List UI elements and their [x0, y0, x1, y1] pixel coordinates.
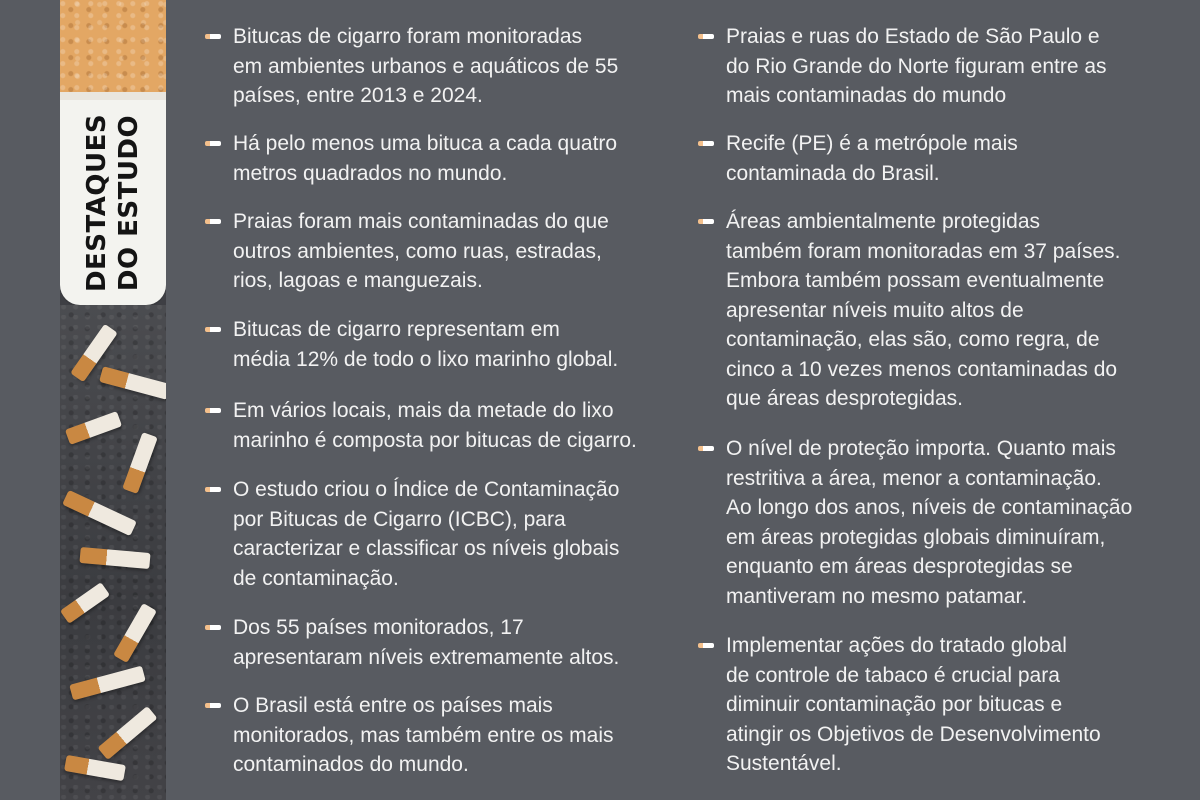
list-item-text: O nível de proteção importa. Quanto mais restritiva a área, menor a contaminação. Ao longo dos anos, níveis de contaminação em áreas protegidas globais diminuíram, enquanto em áreas desprotegidas se mantiveram no mesmo patamar.: [726, 437, 1133, 608]
list-item-text: Em vários locais, mais da metade do lixo marinho é composta por bitucas de cigarro.: [233, 399, 637, 452]
cigarette-butt-image: [65, 411, 122, 445]
sidebar-title-wrap: [60, 100, 166, 305]
cigarette-bullet-icon: [205, 327, 221, 332]
cigarette-filter-graphic: [60, 0, 166, 92]
sidebar-title-line1: DESTAQUES: [82, 113, 113, 292]
cigarette-butt-image: [64, 755, 126, 781]
cigarette-bullet-icon: [205, 625, 221, 630]
list-item-text: Praias e ruas do Estado de São Paulo e do Rio Grande do Norte figuram entre as mais contaminadas do mundo: [726, 25, 1107, 107]
cigarette-butt-image: [62, 490, 137, 536]
cigarette-butt-image: [60, 582, 110, 624]
list-item-text: Implementar ações do tratado global de controle de tabaco é crucial para diminuir contaminação por bitucas e atingir os Objetivos de Desenvolvimento Sustentável.: [726, 634, 1101, 775]
cigarette-butt-image: [113, 603, 157, 663]
sidebar-title-line2: DO ESTUDO: [114, 114, 145, 291]
cigarette-bullet-icon: [205, 408, 221, 413]
list-item-text: Recife (PE) é a metrópole mais contaminada do Brasil.: [726, 132, 1018, 185]
cigarette-bullet-icon: [698, 141, 714, 146]
cigarette-butt-image: [99, 366, 166, 400]
cigarette-bullet-icon: [698, 446, 714, 451]
cigarette-bullet-icon: [205, 219, 221, 224]
list-item-text: Áreas ambientalmente protegidas também foram monitoradas em 37 países. Embora também possam eventualmente apresentar níveis muito altos de contaminação, elas são, como regra, de cinco a 10 vezes menos contaminadas do que áreas desprotegidas.: [726, 210, 1121, 410]
list-item-text: Há pelo menos uma bituca a cada quatro metros quadrados no mundo.: [233, 132, 618, 185]
cigarette-bullet-icon: [205, 487, 221, 492]
list-item-text: Praias foram mais contaminadas do que outros ambientes, como ruas, estradas, rios, lagoas e manguezais.: [233, 210, 609, 292]
list-item-text: Bitucas de cigarro representam em média 12% de todo o lixo marinho global.: [233, 318, 619, 371]
cigarette-butt-image: [122, 432, 158, 494]
list-item-text: Dos 55 países monitorados, 17 apresentaram níveis extremamente altos.: [233, 616, 620, 669]
cigarette-bullet-icon: [205, 703, 221, 708]
cigarette-butt-image: [79, 547, 150, 569]
cigarette-butts-photo: [60, 305, 166, 800]
cigarette-bullet-icon: [205, 141, 221, 146]
list-item-text: Bitucas de cigarro foram monitoradas em ambientes urbanos e aquáticos de 55 países, entre 2013 e 2024.: [233, 25, 619, 107]
cigarette-band: [60, 92, 166, 100]
list-item-text: O estudo criou o Índice de Contaminação por Bitucas de Cigarro (ICBC), para caracterizar e classificar os níveis globais de contaminação.: [233, 478, 620, 590]
sidebar-title: [81, 113, 145, 291]
cigarette-bullet-icon: [698, 34, 714, 39]
cigarette-butt-image: [69, 666, 146, 701]
sidebar-cigarette: [60, 0, 166, 800]
cigarette-bullet-icon: [698, 643, 714, 648]
cigarette-bullet-icon: [205, 34, 221, 39]
cigarette-butt-image: [97, 706, 157, 760]
cigarette-bullet-icon: [698, 219, 714, 224]
list-item-text: O Brasil está entre os países mais monitorados, mas também entre os mais contaminados do mundo.: [233, 694, 614, 776]
